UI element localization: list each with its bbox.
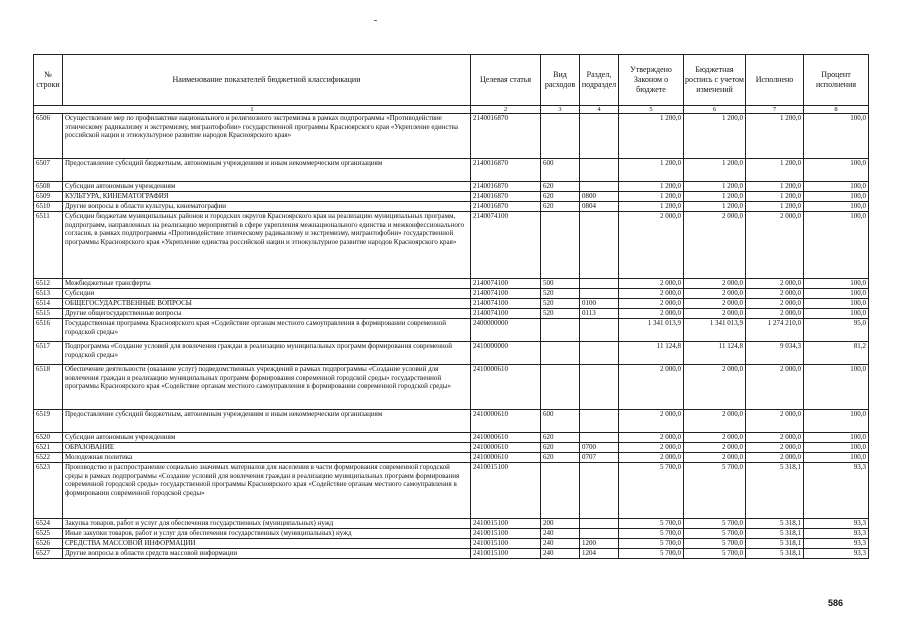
row-number: 6511 bbox=[34, 212, 63, 279]
row-exp-type bbox=[541, 342, 580, 365]
row-approved: 11 124,8 bbox=[619, 342, 684, 365]
table-row bbox=[34, 433, 869, 443]
row-executed: 2 000,0 bbox=[746, 212, 804, 279]
table-row bbox=[34, 519, 869, 529]
row-exp-type: 620 bbox=[541, 202, 580, 212]
row-schedule: 2 000,0 bbox=[684, 365, 746, 410]
table-row bbox=[34, 453, 869, 463]
row-percent: 100,0 bbox=[804, 365, 869, 410]
row-percent: 100,0 bbox=[804, 202, 869, 212]
row-exp-type: 520 bbox=[541, 299, 580, 309]
row-section bbox=[580, 410, 619, 433]
row-section bbox=[580, 365, 619, 410]
row-target-code: 2140016870 bbox=[471, 202, 541, 212]
row-section bbox=[580, 279, 619, 289]
row-number: 6512 bbox=[34, 279, 63, 289]
row-exp-type: 520 bbox=[541, 289, 580, 299]
row-exp-type: 600 bbox=[541, 159, 580, 182]
row-executed: 5 318,1 bbox=[746, 549, 804, 559]
row-section bbox=[580, 289, 619, 299]
row-approved: 2 000,0 bbox=[619, 433, 684, 443]
row-target-code: 2410015100 bbox=[471, 519, 541, 529]
column-number-cell: 3 bbox=[541, 106, 580, 114]
row-exp-type: 620 bbox=[541, 453, 580, 463]
row-target-code: 2140074100 bbox=[471, 279, 541, 289]
row-schedule: 5 700,0 bbox=[684, 463, 746, 519]
row-percent: 100,0 bbox=[804, 212, 869, 279]
row-approved: 5 700,0 bbox=[619, 539, 684, 549]
row-exp-type: 240 bbox=[541, 529, 580, 539]
row-name: Субсидии бюджетам муниципальных районов и городских округов Красноярского края на реализацию муниципальных программ, подпрограмм, направленных на реализацию мероприятий в сфере укрепления межнационального единства и межконфессионального согласия, в рамках подпрограммы «Противодействие этническому радикализму и экстремизму, мигрантофобии» государственной программы Красноярского края «Укрепление единства российской нации и этнокультурное развитие народов Красноярского края» bbox=[63, 212, 471, 279]
row-executed: 5 318,1 bbox=[746, 463, 804, 519]
row-executed: 2 000,0 bbox=[746, 279, 804, 289]
row-executed: 9 034,3 bbox=[746, 342, 804, 365]
table-row bbox=[34, 159, 869, 182]
row-number: 6522 bbox=[34, 453, 63, 463]
row-schedule: 1 200,0 bbox=[684, 202, 746, 212]
row-section bbox=[580, 319, 619, 342]
row-approved: 2 000,0 bbox=[619, 279, 684, 289]
row-approved: 5 700,0 bbox=[619, 529, 684, 539]
row-approved: 2 000,0 bbox=[619, 443, 684, 453]
row-executed: 2 000,0 bbox=[746, 309, 804, 319]
row-name: Иные закупки товаров, работ и услуг для обеспечения государственных (муниципальных) нужд bbox=[63, 529, 471, 539]
row-schedule: 1 200,0 bbox=[684, 192, 746, 202]
row-exp-type: 620 bbox=[541, 433, 580, 443]
row-section: 0804 bbox=[580, 202, 619, 212]
table-row bbox=[34, 529, 869, 539]
row-approved: 2 000,0 bbox=[619, 309, 684, 319]
header-target: Целевая статья bbox=[471, 55, 541, 106]
header-executed: Исполнено bbox=[746, 55, 804, 106]
row-percent: 100,0 bbox=[804, 289, 869, 299]
row-approved: 5 700,0 bbox=[619, 549, 684, 559]
row-percent: 93,3 bbox=[804, 539, 869, 549]
row-name: Обеспечение деятельности (оказание услуг) подведомственных учреждений в рамках подпрограммы «Создание условий для вовлечения граждан в реализацию муниципальных программ формирования современной городской среды» государственной программы Красноярского края «Содействие органам местного самоуправления в формировании современной городской среды» bbox=[63, 365, 471, 410]
row-target-code: 2410000610 bbox=[471, 410, 541, 433]
row-executed: 2 000,0 bbox=[746, 299, 804, 309]
row-section bbox=[580, 463, 619, 519]
row-name: Предоставление субсидий бюджетным, автономным учреждениям и иным некоммерческим организациям bbox=[63, 410, 471, 433]
row-exp-type: 200 bbox=[541, 519, 580, 529]
row-exp-type: 620 bbox=[541, 192, 580, 202]
row-approved: 1 200,0 bbox=[619, 182, 684, 192]
row-schedule: 11 124,8 bbox=[684, 342, 746, 365]
table-row bbox=[34, 212, 869, 279]
row-exp-type bbox=[541, 463, 580, 519]
row-number: 6513 bbox=[34, 289, 63, 299]
table-row bbox=[34, 443, 869, 453]
row-approved: 5 700,0 bbox=[619, 519, 684, 529]
row-target-code: 2410000610 bbox=[471, 453, 541, 463]
row-schedule: 2 000,0 bbox=[684, 309, 746, 319]
row-target-code: 2410000000 bbox=[471, 342, 541, 365]
column-number-cell: 4 bbox=[580, 106, 619, 114]
row-percent: 93,3 bbox=[804, 529, 869, 539]
row-section bbox=[580, 519, 619, 529]
row-approved: 2 000,0 bbox=[619, 365, 684, 410]
row-executed: 2 000,0 bbox=[746, 410, 804, 433]
column-number-cell: 8 bbox=[804, 106, 869, 114]
row-schedule: 2 000,0 bbox=[684, 410, 746, 433]
row-exp-type bbox=[541, 212, 580, 279]
row-schedule: 2 000,0 bbox=[684, 279, 746, 289]
row-approved: 5 700,0 bbox=[619, 463, 684, 519]
row-approved: 1 200,0 bbox=[619, 114, 684, 159]
header-percent: Процент исполнения bbox=[804, 55, 869, 106]
row-target-code: 2140016870 bbox=[471, 192, 541, 202]
row-percent: 81,2 bbox=[804, 342, 869, 365]
column-number-row bbox=[34, 106, 869, 114]
row-name: Предоставление субсидий бюджетным, автономным учреждениям и иным некоммерческим организациям bbox=[63, 159, 471, 182]
row-percent: 100,0 bbox=[804, 309, 869, 319]
row-approved: 1 200,0 bbox=[619, 202, 684, 212]
row-executed: 2 000,0 bbox=[746, 365, 804, 410]
row-target-code: 2410015100 bbox=[471, 549, 541, 559]
row-target-code: 2410015100 bbox=[471, 539, 541, 549]
row-name: Подпрограмма «Создание условий для вовлечения граждан в реализацию муниципальных программ формирования современной городской среды» bbox=[63, 342, 471, 365]
row-section bbox=[580, 182, 619, 192]
row-approved: 2 000,0 bbox=[619, 212, 684, 279]
row-number: 6525 bbox=[34, 529, 63, 539]
row-executed: 1 200,0 bbox=[746, 192, 804, 202]
table-row bbox=[34, 463, 869, 519]
row-executed: 2 000,0 bbox=[746, 453, 804, 463]
row-percent: 93,3 bbox=[804, 549, 869, 559]
row-section: 0700 bbox=[580, 443, 619, 453]
row-name: ОБЩЕГОСУДАРСТВЕННЫЕ ВОПРОСЫ bbox=[63, 299, 471, 309]
header-no: № строки bbox=[34, 55, 63, 106]
row-schedule: 2 000,0 bbox=[684, 443, 746, 453]
row-schedule: 1 200,0 bbox=[684, 182, 746, 192]
row-exp-type bbox=[541, 319, 580, 342]
row-name: Молодежная политика bbox=[63, 453, 471, 463]
row-number: 6520 bbox=[34, 433, 63, 443]
column-number-cell: 6 bbox=[684, 106, 746, 114]
row-schedule: 5 700,0 bbox=[684, 539, 746, 549]
table-row bbox=[34, 202, 869, 212]
row-percent: 100,0 bbox=[804, 299, 869, 309]
row-approved: 2 000,0 bbox=[619, 453, 684, 463]
row-section bbox=[580, 342, 619, 365]
row-percent: 100,0 bbox=[804, 279, 869, 289]
header-section: Раздел, подраздел bbox=[580, 55, 619, 106]
row-exp-type: 520 bbox=[541, 309, 580, 319]
row-target-code: 2140016870 bbox=[471, 159, 541, 182]
column-number-cell: 7 bbox=[746, 106, 804, 114]
row-name: Другие вопросы в области средств массовой информации bbox=[63, 549, 471, 559]
row-schedule: 2 000,0 bbox=[684, 212, 746, 279]
row-percent: 100,0 bbox=[804, 192, 869, 202]
table-body bbox=[34, 114, 869, 559]
row-name: Закупка товаров, работ и услуг для обеспечения государственных (муниципальных) нужд bbox=[63, 519, 471, 529]
row-percent: 100,0 bbox=[804, 453, 869, 463]
row-approved: 1 341 013,9 bbox=[619, 319, 684, 342]
row-name: Государственная программа Красноярского края «Содействие органам местного самоуправления в формировании современной городской среды» bbox=[63, 319, 471, 342]
row-name: КУЛЬТУРА, КИНЕМАТОГРАФИЯ bbox=[63, 192, 471, 202]
row-approved: 2 000,0 bbox=[619, 410, 684, 433]
column-number-cell: 5 bbox=[619, 106, 684, 114]
row-exp-type: 620 bbox=[541, 182, 580, 192]
row-name: Субсидии автономным учреждениям bbox=[63, 182, 471, 192]
row-percent: 100,0 bbox=[804, 410, 869, 433]
row-section: 0707 bbox=[580, 453, 619, 463]
row-schedule: 1 200,0 bbox=[684, 159, 746, 182]
row-name: Межбюджетные трансферты bbox=[63, 279, 471, 289]
table-row bbox=[34, 289, 869, 299]
row-executed: 5 318,1 bbox=[746, 539, 804, 549]
table-row bbox=[34, 299, 869, 309]
row-section bbox=[580, 159, 619, 182]
row-exp-type: 240 bbox=[541, 549, 580, 559]
row-number: 6526 bbox=[34, 539, 63, 549]
header-approved: Утверждено Законом о бюджете bbox=[619, 55, 684, 106]
row-executed: 5 318,1 bbox=[746, 519, 804, 529]
row-number: 6514 bbox=[34, 299, 63, 309]
row-section bbox=[580, 114, 619, 159]
row-target-code: 2140016870 bbox=[471, 114, 541, 159]
row-name: Субсидии bbox=[63, 289, 471, 299]
row-section: 0800 bbox=[580, 192, 619, 202]
header-exp-type: Вид расходов bbox=[541, 55, 580, 106]
row-exp-type bbox=[541, 114, 580, 159]
row-approved: 2 000,0 bbox=[619, 299, 684, 309]
table-row bbox=[34, 410, 869, 433]
row-schedule: 2 000,0 bbox=[684, 289, 746, 299]
row-schedule: 2 000,0 bbox=[684, 299, 746, 309]
table-row bbox=[34, 114, 869, 159]
row-schedule: 5 700,0 bbox=[684, 519, 746, 529]
row-approved: 2 000,0 bbox=[619, 289, 684, 299]
table-row bbox=[34, 182, 869, 192]
row-target-code: 2140074100 bbox=[471, 299, 541, 309]
table-row bbox=[34, 279, 869, 289]
row-target-code: 2140074100 bbox=[471, 212, 541, 279]
row-executed: 1 274 210,0 bbox=[746, 319, 804, 342]
row-target-code: 2140074100 bbox=[471, 289, 541, 299]
row-percent: 100,0 bbox=[804, 433, 869, 443]
row-percent: 100,0 bbox=[804, 159, 869, 182]
row-number: 6507 bbox=[34, 159, 63, 182]
table-row bbox=[34, 549, 869, 559]
row-number: 6518 bbox=[34, 365, 63, 410]
row-approved: 1 200,0 bbox=[619, 192, 684, 202]
row-number: 6517 bbox=[34, 342, 63, 365]
row-schedule: 1 341 013,9 bbox=[684, 319, 746, 342]
row-section bbox=[580, 433, 619, 443]
row-name: Субсидии автономным учреждениям bbox=[63, 433, 471, 443]
row-executed: 2 000,0 bbox=[746, 289, 804, 299]
row-target-code: 2410000610 bbox=[471, 443, 541, 453]
table-row bbox=[34, 539, 869, 549]
row-number: 6527 bbox=[34, 549, 63, 559]
row-percent: 93,3 bbox=[804, 519, 869, 529]
row-name: СРЕДСТВА МАССОВОЙ ИНФОРМАЦИИ bbox=[63, 539, 471, 549]
row-target-code: 2400000000 bbox=[471, 319, 541, 342]
page-number: 586 bbox=[828, 598, 844, 608]
column-number-cell: 2 bbox=[471, 106, 541, 114]
table-row bbox=[34, 192, 869, 202]
row-percent: 100,0 bbox=[804, 182, 869, 192]
scan-speck bbox=[374, 20, 377, 21]
row-exp-type: 620 bbox=[541, 443, 580, 453]
column-number-cell: 1 bbox=[34, 106, 471, 114]
row-section bbox=[580, 529, 619, 539]
row-number: 6523 bbox=[34, 463, 63, 519]
row-name: Производство и распространение социально значимых материалов для населения в части формирования современной городской среды в рамках подпрограммы «Создание условий для вовлечения граждан в реализацию муниципальных программ формирования современной городской среды» государственной программы Красноярского края «Содействие органам местного самоуправления в формировании современной городской среды» bbox=[63, 463, 471, 519]
row-schedule: 5 700,0 bbox=[684, 529, 746, 539]
row-exp-type: 600 bbox=[541, 410, 580, 433]
row-target-code: 2140074100 bbox=[471, 309, 541, 319]
row-section: 1204 bbox=[580, 549, 619, 559]
row-target-code: 2410000610 bbox=[471, 433, 541, 443]
row-percent: 100,0 bbox=[804, 443, 869, 453]
table-row bbox=[34, 365, 869, 410]
row-section bbox=[580, 212, 619, 279]
row-target-code: 2410015100 bbox=[471, 463, 541, 519]
row-number: 6519 bbox=[34, 410, 63, 433]
row-executed: 1 200,0 bbox=[746, 202, 804, 212]
row-target-code: 2410015100 bbox=[471, 529, 541, 539]
row-executed: 5 318,1 bbox=[746, 529, 804, 539]
row-number: 6506 bbox=[34, 114, 63, 159]
row-executed: 1 200,0 bbox=[746, 114, 804, 159]
row-number: 6524 bbox=[34, 519, 63, 529]
row-number: 6516 bbox=[34, 319, 63, 342]
row-executed: 1 200,0 bbox=[746, 182, 804, 192]
row-exp-type bbox=[541, 365, 580, 410]
row-schedule: 5 700,0 bbox=[684, 549, 746, 559]
row-percent: 100,0 bbox=[804, 114, 869, 159]
row-schedule: 1 200,0 bbox=[684, 114, 746, 159]
table-row bbox=[34, 309, 869, 319]
row-section: 0100 bbox=[580, 299, 619, 309]
row-schedule: 2 000,0 bbox=[684, 453, 746, 463]
row-schedule: 2 000,0 bbox=[684, 433, 746, 443]
row-section: 0113 bbox=[580, 309, 619, 319]
row-number: 6510 bbox=[34, 202, 63, 212]
table-row bbox=[34, 319, 869, 342]
row-number: 6509 bbox=[34, 192, 63, 202]
row-name: Осуществление мер по профилактике национального и религиозного экстремизма в рамках подпрограммы «Противодействие этническому радикализму и экстремизму, мигрантофобии» государственной программы Красноярского края «Укрепление единства российской нации и этнокультурное развитие народов Красноярского края» bbox=[63, 114, 471, 159]
header-schedule: Бюджетная роспись с учетом изменений bbox=[684, 55, 746, 106]
row-name: ОБРАЗОВАНИЕ bbox=[63, 443, 471, 453]
budget-table bbox=[33, 54, 869, 559]
header-row bbox=[34, 55, 869, 106]
header-name: Наименование показателей бюджетной классификации bbox=[63, 55, 471, 106]
row-executed: 1 200,0 bbox=[746, 159, 804, 182]
row-approved: 1 200,0 bbox=[619, 159, 684, 182]
table-row bbox=[34, 342, 869, 365]
row-executed: 2 000,0 bbox=[746, 443, 804, 453]
row-name: Другие общегосударственные вопросы bbox=[63, 309, 471, 319]
row-executed: 2 000,0 bbox=[746, 433, 804, 443]
row-number: 6521 bbox=[34, 443, 63, 453]
row-section: 1200 bbox=[580, 539, 619, 549]
row-name: Другие вопросы в области культуры, кинематографии bbox=[63, 202, 471, 212]
row-exp-type: 500 bbox=[541, 279, 580, 289]
row-number: 6508 bbox=[34, 182, 63, 192]
row-percent: 93,3 bbox=[804, 463, 869, 519]
row-target-code: 2410000610 bbox=[471, 365, 541, 410]
row-target-code: 2140016870 bbox=[471, 182, 541, 192]
row-exp-type: 240 bbox=[541, 539, 580, 549]
row-percent: 95,0 bbox=[804, 319, 869, 342]
row-number: 6515 bbox=[34, 309, 63, 319]
